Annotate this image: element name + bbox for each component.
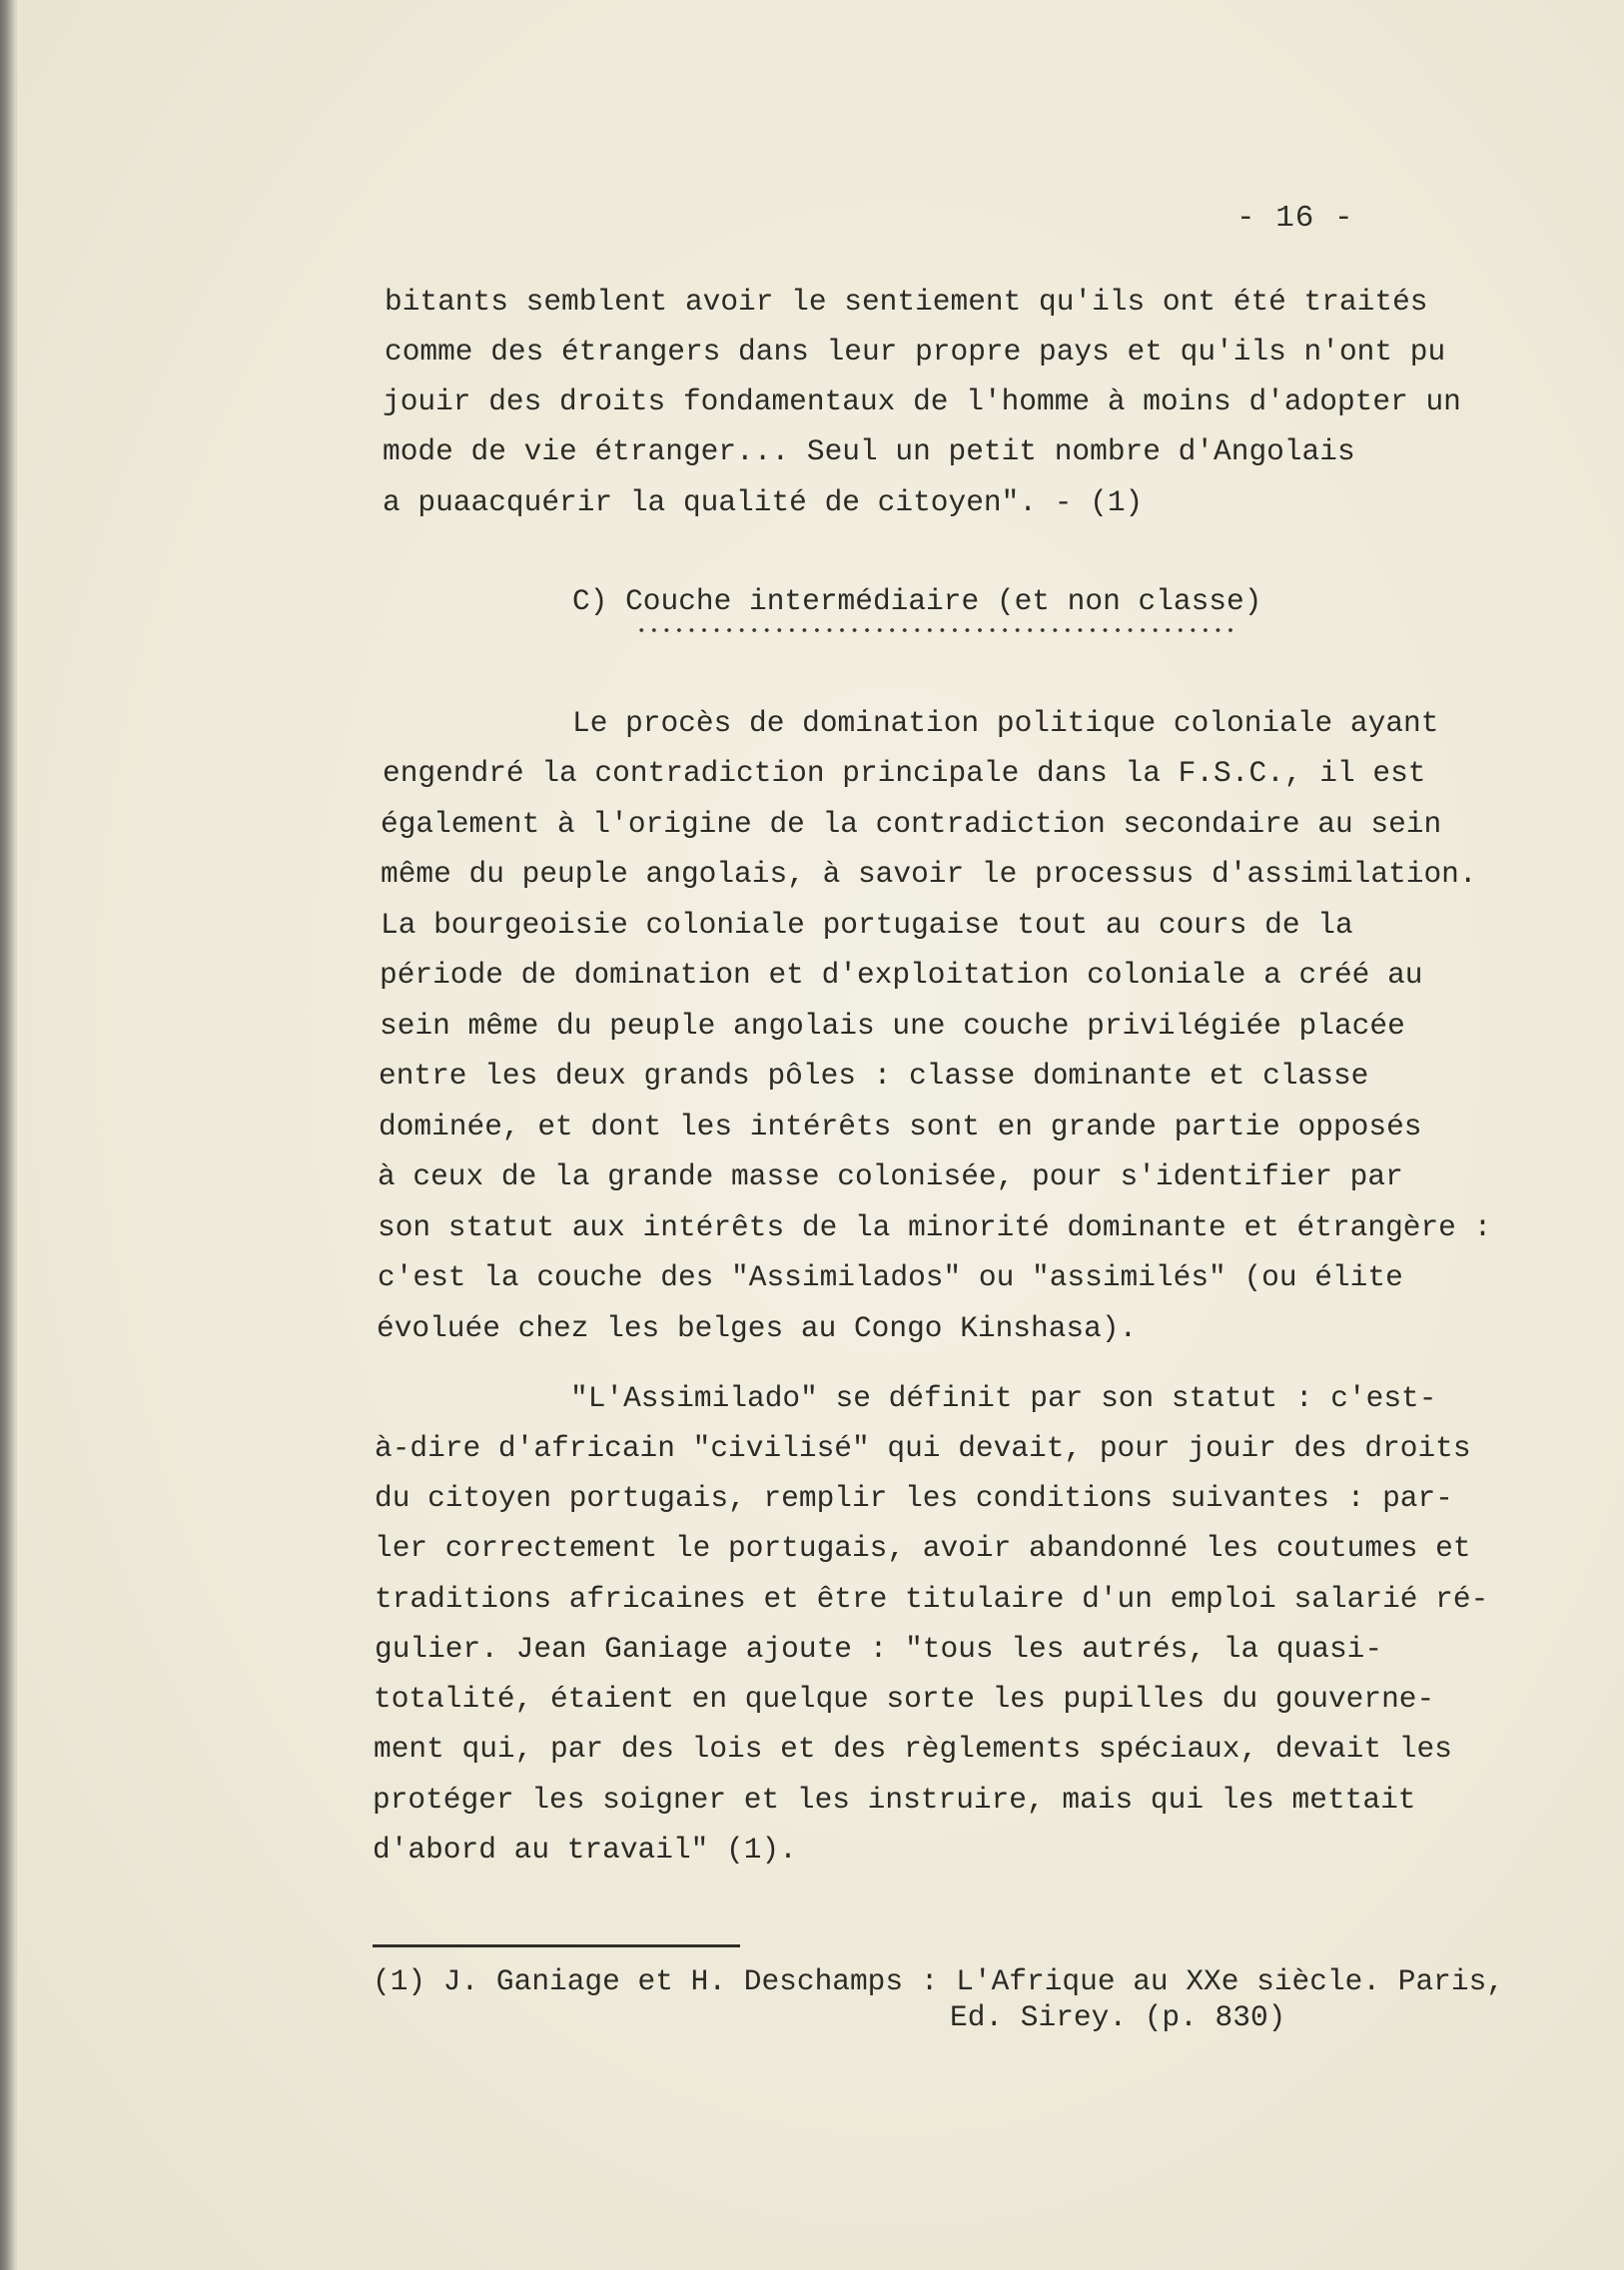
paragraph-2-line-11: son statut aux intérêts de la minorité dominante et étrangère : — [378, 1210, 1492, 1244]
footnote-separator-rule — [373, 1944, 740, 1947]
paragraph-2-line-13: évoluée chez les belges au Congo Kinshasa). — [377, 1311, 1138, 1345]
heading-dotted-underline — [635, 627, 1236, 633]
continuation-line-5: a puaacquérir la qualité de citoyen". - (1) — [383, 485, 1144, 519]
paragraph-2-line-4: même du peuple angolais, à savoir le processus d'assimilation. — [381, 857, 1477, 891]
paragraph-2-line-10: à ceux de la grande masse colonisée, pour s'identifier par — [378, 1159, 1403, 1193]
paragraph-3-line-1: "L'Assimilado" se définit par son statut : c'est- — [570, 1381, 1437, 1415]
paragraph-3-line-9: protéger les soigner et les instruire, mais qui les mettait — [373, 1783, 1416, 1817]
paragraph-3-line-2: à-dire d'africain "civilisé" qui devait, pour jouir des droits — [375, 1431, 1471, 1465]
paragraph-3-line-6: gulier. Jean Ganiage ajoute : "tous les autrés, la quasi- — [375, 1632, 1383, 1666]
paragraph-2-line-6: période de domination et d'exploitation coloniale a créé au — [380, 958, 1423, 992]
scan-left-edge — [0, 0, 14, 2270]
paragraph-2-line-5: La bourgeoisie coloniale portugaise tout au cours de la — [381, 908, 1353, 942]
paragraph-3-line-4: ler correctement le portugais, avoir abandonné les coutumes et — [375, 1531, 1471, 1565]
paragraph-3-line-7: totalité, étaient en quelque sorte les pupilles du gouverne- — [374, 1682, 1435, 1716]
paragraph-3-line-10: d'abord au travail" (1). — [373, 1833, 797, 1867]
continuation-line-2: comme des étrangers dans leur propre pays et qu'ils n'ont pu — [385, 335, 1446, 369]
continuation-line-1: bitants semblent avoir le sentiement qu'ils ont été traités — [385, 285, 1428, 319]
paragraph-2-line-1: Le procès de domination politique coloniale ayant — [572, 706, 1439, 740]
paragraph-2-line-3: également à l'origine de la contradiction secondaire au sein — [381, 807, 1442, 841]
paragraph-2-line-8: entre les deux grands pôles : classe dominante et classe — [379, 1059, 1369, 1093]
footnote-line-1: (1) J. Ganiage et H. Deschamps : L'Afrique au XXe siècle. Paris, — [373, 1964, 1504, 1998]
paragraph-2-line-12: c'est la couche des "Assimilados" ou "assimilés" (ou élite — [378, 1260, 1403, 1294]
paragraph-3-line-8: ment qui, par des lois et des règlements spéciaux, devait les — [374, 1732, 1452, 1766]
continuation-line-3: jouir des droits fondamentaux de l'homme à moins d'adopter un — [383, 384, 1461, 418]
paragraph-2-line-7: sein même du peuple angolais une couche privilégiée placée — [380, 1009, 1405, 1043]
paragraph-3-line-3: du citoyen portugais, remplir les conditions suivantes : par- — [375, 1481, 1453, 1515]
paragraph-2-line-9: dominée, et dont les intérêts sont en grande partie opposés — [379, 1110, 1422, 1143]
scan-edge-highlight — [14, 0, 17, 2270]
page-number: - 16 - — [1236, 201, 1354, 236]
continuation-line-4: mode de vie étranger... Seul un petit nombre d'Angolais — [383, 434, 1355, 468]
paragraph-3-line-5: traditions africaines et être titulaire d'un emploi salarié ré- — [375, 1582, 1489, 1616]
footnote-line-2: Ed. Sirey. (p. 830) — [950, 2000, 1286, 2034]
section-heading: C) Couche intermédiaire (et non classe) — [572, 584, 1262, 618]
paragraph-2-line-2: engendré la contradiction principale dans la F.S.C., il est — [383, 756, 1426, 790]
